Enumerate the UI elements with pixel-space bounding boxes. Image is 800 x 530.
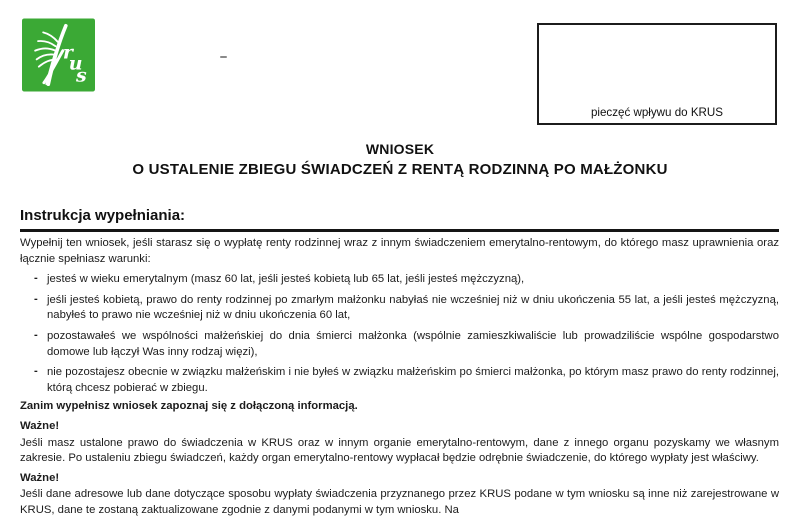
list-item <box>20 293 779 324</box>
dash-bullet-icon: - <box>34 365 38 378</box>
list-item <box>20 329 779 360</box>
list-item-text: pozostawałeś we wspólności małżeńskiej do dnia śmierci małżonka (wspólnie zamieszkiwaliście lub prowadziliście wspólne gospodarstwo domowe lub łączył Was inny rodzaj więzi), <box>47 329 779 358</box>
intro-paragraph: Wypełnij ten wniosek, jeśli starasz się o wypłatę renty rodzinnej wraz z innym świadczeniem emerytalno-rentowym, do którego masz uprawnienia oraz łącznie spełniasz warunki: <box>20 237 779 265</box>
list-item-text: jesteś w wieku emerytalnym (masz 60 lat, jeśli jesteś kobietą lub 65 lat, jeśli jesteś mężczyzną), <box>47 273 525 286</box>
important-paragraph-1: Jeśli masz ustalone prawo do świadczenia w KRUS oraz w innym organie emerytalno-rentowym, dane z innego organu pozyskamy we własnym zakresie. Po ustaleniu zbiegu świadczeń, każdy organ emerytalno-rentowy wypłacał będzie odrębnie świadczenie, do którego wypłaty jest właściwy. <box>20 436 779 465</box>
conditions-list <box>20 272 779 396</box>
list-item <box>20 272 779 288</box>
svg-text:u: u <box>68 52 83 75</box>
krus-logo-icon <box>22 14 95 96</box>
scan-artifact-dash <box>220 56 227 58</box>
stamp-box <box>537 23 777 125</box>
dash-bullet-icon: - <box>34 272 38 285</box>
instructions-body <box>20 236 779 519</box>
dash-bullet-icon: - <box>34 292 38 305</box>
list-item <box>20 365 779 396</box>
krus-logo <box>22 14 95 96</box>
list-item-text: nie pozostajesz obecnie w związku małżeńskim i nie byłeś w związku małżeńskim po śmierci małżonka, po którym masz prawo do renty rodzinnej, którą chcesz pobierać w zbiegu. <box>47 366 779 394</box>
important-paragraph-2: Jeśli dane adresowe lub dane dotyczące sposobu wypłaty świadczenia przyznanego przez KRUS podane w tym wniosku są inne niż zarejestrowane w KRUS, dane te zostaną zaktualizowane zgodnie z danymi podanymi w tym wniosku. Na <box>20 488 779 516</box>
svg-text:s: s <box>76 64 87 87</box>
form-title <box>0 141 800 178</box>
important-heading-1: Ważne! <box>20 419 60 432</box>
form-title-line2: O USTALENIE ZBIEGU ŚWIADCZEŃ Z RENTĄ RODZINNĄ PO MAŁŻONKU <box>132 161 668 178</box>
note-read-attachment: Zanim wypełnisz wniosek zapoznaj się z dołączoną informacją. <box>20 400 358 413</box>
stamp-box-label: pieczęć wpływu do KRUS <box>590 106 724 119</box>
list-item-text: jeśli jesteś kobietą, prawo do renty rodzinnej po zmarłym małżonku nabyłaś nie wcześniej niż w dniu ukończenia 55 lat, a jeśli jesteś mężczyzną, nabyłeś to prawo nie wcześniej niż w dniu ukończenia 60 lat, <box>47 293 779 322</box>
form-title-line1: WNIOSEK <box>365 141 435 157</box>
dash-bullet-icon: - <box>34 328 38 341</box>
svg-text:r: r <box>62 41 73 64</box>
important-heading-2: Ważne! <box>20 471 60 484</box>
instructions-heading: Instrukcja wypełniania: <box>20 207 779 232</box>
